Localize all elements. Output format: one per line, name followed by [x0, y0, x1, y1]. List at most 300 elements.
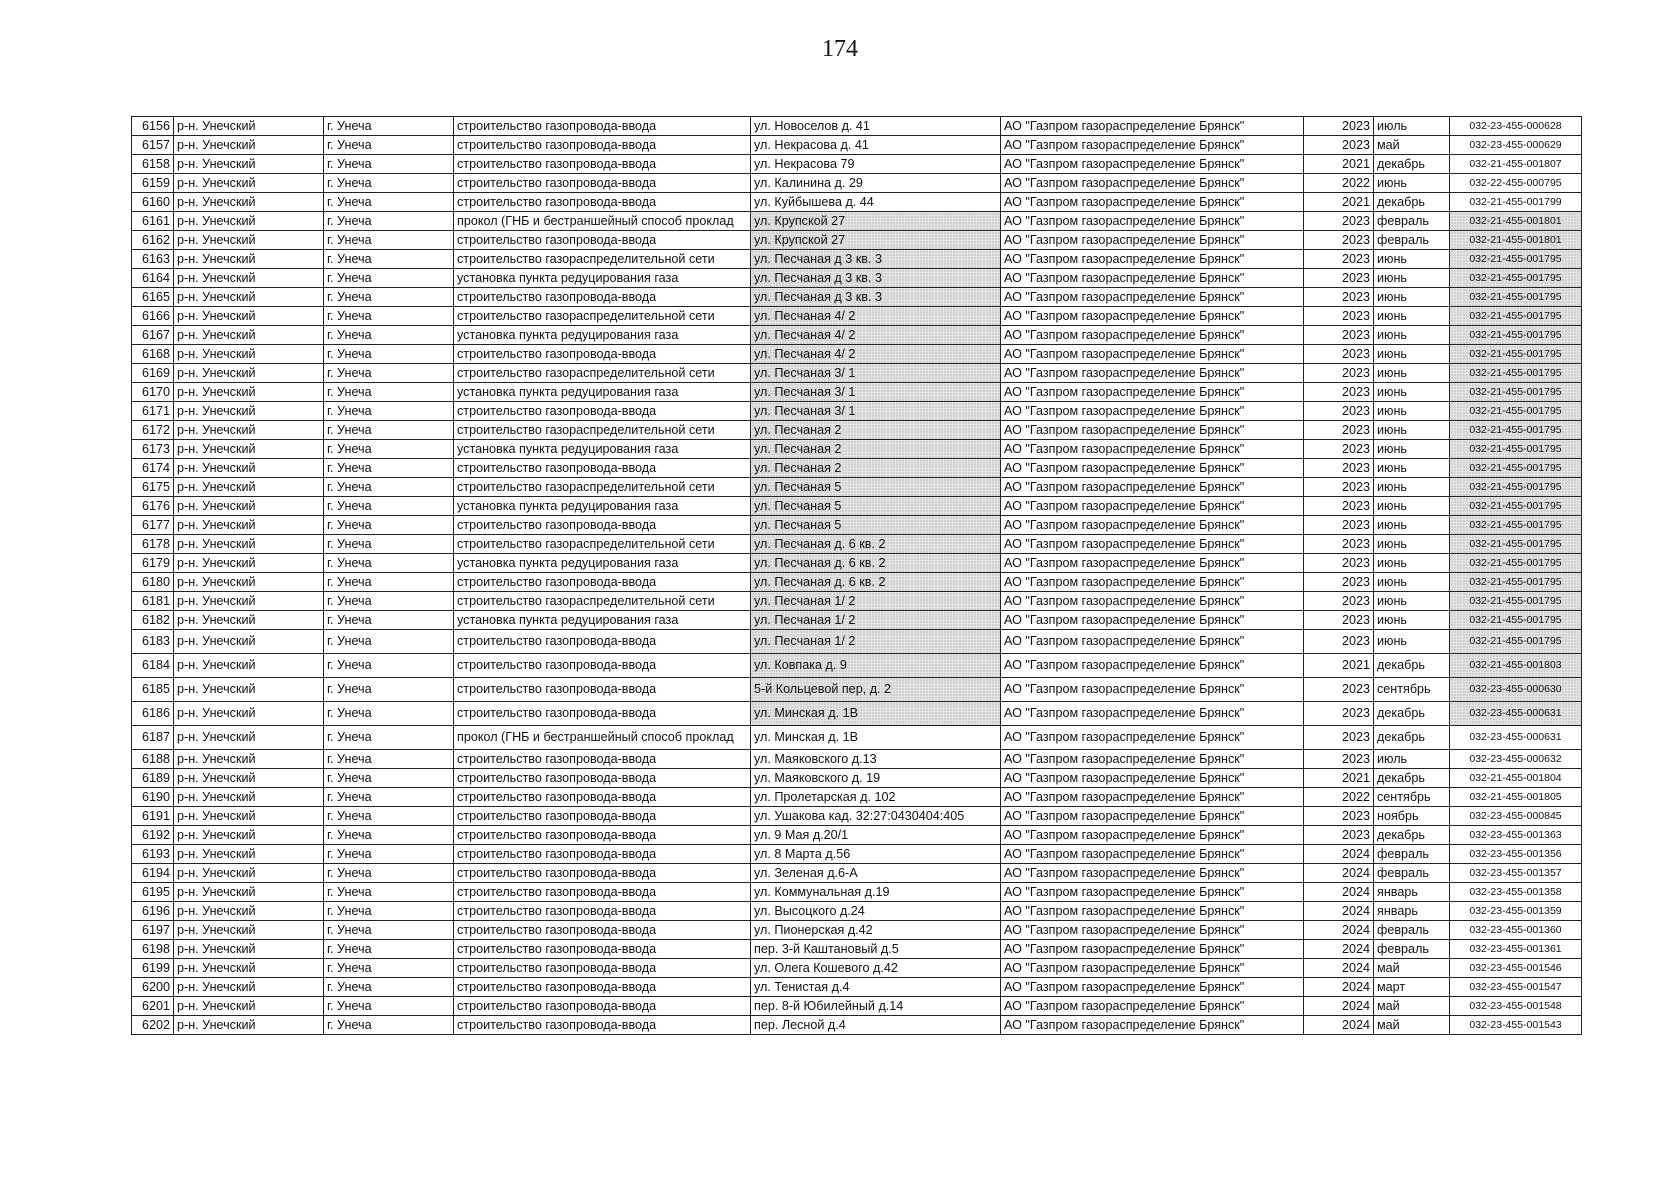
cell-district: р-н. Унечский: [174, 345, 324, 364]
cell-row-number: 6165: [132, 288, 174, 307]
cell-row-number: 6187: [132, 726, 174, 750]
cell-address: ул. Песчаная 5: [751, 478, 1001, 497]
cell-city: г. Унеча: [324, 345, 454, 364]
cell-code: 032-21-455-001795: [1450, 573, 1582, 592]
cell-work-type: строительство газопровода-ввода: [454, 788, 751, 807]
cell-district: р-н. Унечский: [174, 383, 324, 402]
cell-city: г. Унеча: [324, 478, 454, 497]
cell-row-number: 6183: [132, 630, 174, 654]
cell-code: 032-23-455-000628: [1450, 117, 1582, 136]
cell-district: р-н. Унечский: [174, 212, 324, 231]
cell-code: 032-21-455-001801: [1450, 231, 1582, 250]
cell-row-number: 6167: [132, 326, 174, 345]
cell-month: февраль: [1374, 864, 1450, 883]
cell-address: ул. Маяковского д. 19: [751, 769, 1001, 788]
cell-district: р-н. Унечский: [174, 750, 324, 769]
cell-row-number: 6162: [132, 231, 174, 250]
cell-row-number: 6190: [132, 788, 174, 807]
cell-code: 032-21-455-001795: [1450, 535, 1582, 554]
page-number: 174: [822, 36, 858, 62]
cell-district: р-н. Унечский: [174, 959, 324, 978]
cell-month: июнь: [1374, 459, 1450, 478]
cell-code: 032-23-455-001546: [1450, 959, 1582, 978]
cell-organization: АО "Газпром газораспределение Брянск": [1001, 959, 1304, 978]
cell-address: ул. 8 Марта д.56: [751, 845, 1001, 864]
cell-work-type: строительство газопровода-ввода: [454, 654, 751, 678]
cell-city: г. Унеча: [324, 978, 454, 997]
cell-year: 2023: [1304, 231, 1374, 250]
cell-district: р-н. Унечский: [174, 516, 324, 535]
cell-address: ул. Песчаная д 3 кв. 3: [751, 269, 1001, 288]
cell-work-type: строительство газопровода-ввода: [454, 750, 751, 769]
cell-district: р-н. Унечский: [174, 440, 324, 459]
cell-code: 032-21-455-001795: [1450, 364, 1582, 383]
cell-city: г. Унеча: [324, 864, 454, 883]
cell-address: ул. Маяковского д.13: [751, 750, 1001, 769]
cell-month: июнь: [1374, 269, 1450, 288]
cell-year: 2021: [1304, 155, 1374, 174]
cell-work-type: строительство газораспределительной сети: [454, 307, 751, 326]
cell-work-type: строительство газораспределительной сети: [454, 535, 751, 554]
cell-district: р-н. Унечский: [174, 845, 324, 864]
cell-code: 032-21-455-001795: [1450, 630, 1582, 654]
cell-year: 2023: [1304, 326, 1374, 345]
cell-work-type: строительство газопровода-ввода: [454, 902, 751, 921]
cell-code: 032-21-455-001795: [1450, 421, 1582, 440]
cell-district: р-н. Унечский: [174, 883, 324, 902]
cell-year: 2022: [1304, 788, 1374, 807]
cell-address: ул. Высоцкого д.24: [751, 902, 1001, 921]
cell-address: ул. Песчаная 1/ 2: [751, 611, 1001, 630]
table-row: [132, 383, 1582, 402]
cell-address: ул. Песчаная д. 6 кв. 2: [751, 573, 1001, 592]
cell-row-number: 6198: [132, 940, 174, 959]
cell-month: март: [1374, 978, 1450, 997]
cell-row-number: 6172: [132, 421, 174, 440]
table-row: [132, 902, 1582, 921]
cell-work-type: строительство газопровода-ввода: [454, 826, 751, 845]
cell-work-type: строительство газопровода-ввода: [454, 174, 751, 193]
table-row: [132, 826, 1582, 845]
cell-month: июнь: [1374, 250, 1450, 269]
cell-district: р-н. Унечский: [174, 678, 324, 702]
cell-month: июнь: [1374, 440, 1450, 459]
cell-code: 032-21-455-001795: [1450, 307, 1582, 326]
cell-organization: АО "Газпром газораспределение Брянск": [1001, 654, 1304, 678]
cell-address: ул. Новоселов д. 41: [751, 117, 1001, 136]
table-row: [132, 726, 1582, 750]
cell-work-type: установка пункта редуцирования газа: [454, 383, 751, 402]
cell-work-type: установка пункта редуцирования газа: [454, 611, 751, 630]
cell-row-number: 6201: [132, 997, 174, 1016]
cell-district: р-н. Унечский: [174, 573, 324, 592]
cell-row-number: 6157: [132, 136, 174, 155]
cell-row-number: 6158: [132, 155, 174, 174]
cell-month: декабрь: [1374, 769, 1450, 788]
cell-month: июнь: [1374, 364, 1450, 383]
cell-city: г. Унеча: [324, 845, 454, 864]
cell-code: 032-23-455-001357: [1450, 864, 1582, 883]
cell-work-type: строительство газопровода-ввода: [454, 630, 751, 654]
cell-organization: АО "Газпром газораспределение Брянск": [1001, 807, 1304, 826]
cell-district: р-н. Унечский: [174, 421, 324, 440]
cell-work-type: строительство газораспределительной сети: [454, 421, 751, 440]
cell-address: ул. Ковпака д. 9: [751, 654, 1001, 678]
cell-year: 2021: [1304, 193, 1374, 212]
cell-month: сентябрь: [1374, 788, 1450, 807]
cell-work-type: строительство газопровода-ввода: [454, 997, 751, 1016]
cell-row-number: 6199: [132, 959, 174, 978]
cell-row-number: 6175: [132, 478, 174, 497]
cell-work-type: строительство газопровода-ввода: [454, 573, 751, 592]
cell-month: февраль: [1374, 212, 1450, 231]
cell-row-number: 6170: [132, 383, 174, 402]
cell-row-number: 6164: [132, 269, 174, 288]
cell-work-type: строительство газопровода-ввода: [454, 702, 751, 726]
cell-city: г. Унеча: [324, 788, 454, 807]
cell-organization: АО "Газпром газораспределение Брянск": [1001, 573, 1304, 592]
cell-year: 2023: [1304, 421, 1374, 440]
table-row: [132, 402, 1582, 421]
cell-city: г. Унеча: [324, 497, 454, 516]
cell-work-type: строительство газопровода-ввода: [454, 864, 751, 883]
cell-city: г. Унеча: [324, 174, 454, 193]
cell-organization: АО "Газпром газораспределение Брянск": [1001, 478, 1304, 497]
cell-organization: АО "Газпром газораспределение Брянск": [1001, 826, 1304, 845]
cell-city: г. Унеча: [324, 193, 454, 212]
cell-address: пер. Лесной д.4: [751, 1016, 1001, 1035]
cell-year: 2024: [1304, 883, 1374, 902]
cell-work-type: прокол (ГНБ и бестраншейный способ проклад: [454, 726, 751, 750]
cell-organization: АО "Газпром газораспределение Брянск": [1001, 788, 1304, 807]
table-row: [132, 750, 1582, 769]
cell-organization: АО "Газпром газораспределение Брянск": [1001, 117, 1304, 136]
cell-organization: АО "Газпром газораспределение Брянск": [1001, 845, 1304, 864]
cell-organization: АО "Газпром газораспределение Брянск": [1001, 212, 1304, 231]
cell-district: р-н. Унечский: [174, 497, 324, 516]
cell-year: 2023: [1304, 554, 1374, 573]
cell-city: г. Унеча: [324, 459, 454, 478]
cell-organization: АО "Газпром газораспределение Брянск": [1001, 345, 1304, 364]
cell-row-number: 6169: [132, 364, 174, 383]
cell-address: ул. Песчаная 3/ 1: [751, 383, 1001, 402]
cell-year: 2023: [1304, 269, 1374, 288]
cell-city: г. Унеча: [324, 1016, 454, 1035]
cell-month: февраль: [1374, 845, 1450, 864]
cell-address: ул. Песчаная 2: [751, 459, 1001, 478]
cell-code: 032-21-455-001795: [1450, 459, 1582, 478]
cell-code: 032-21-455-001795: [1450, 402, 1582, 421]
cell-year: 2023: [1304, 212, 1374, 231]
cell-district: р-н. Унечский: [174, 902, 324, 921]
cell-address: ул. Крупской 27: [751, 231, 1001, 250]
cell-code: 032-23-455-000631: [1450, 702, 1582, 726]
cell-work-type: строительство газопровода-ввода: [454, 1016, 751, 1035]
cell-year: 2022: [1304, 174, 1374, 193]
cell-row-number: 6166: [132, 307, 174, 326]
cell-address: ул. Песчаная д. 6 кв. 2: [751, 535, 1001, 554]
cell-row-number: 6195: [132, 883, 174, 902]
cell-month: июнь: [1374, 535, 1450, 554]
table-row: [132, 1016, 1582, 1035]
cell-year: 2023: [1304, 535, 1374, 554]
cell-organization: АО "Газпром газораспределение Брянск": [1001, 364, 1304, 383]
cell-city: г. Унеча: [324, 592, 454, 611]
cell-month: сентябрь: [1374, 678, 1450, 702]
cell-work-type: установка пункта редуцирования газа: [454, 497, 751, 516]
cell-work-type: строительство газопровода-ввода: [454, 883, 751, 902]
cell-work-type: строительство газопровода-ввода: [454, 959, 751, 978]
cell-city: г. Унеча: [324, 307, 454, 326]
cell-month: июнь: [1374, 421, 1450, 440]
cell-month: январь: [1374, 883, 1450, 902]
cell-year: 2023: [1304, 516, 1374, 535]
cell-city: г. Унеча: [324, 807, 454, 826]
cell-row-number: 6186: [132, 702, 174, 726]
cell-code: 032-23-455-001548: [1450, 997, 1582, 1016]
cell-city: г. Унеча: [324, 364, 454, 383]
cell-year: 2023: [1304, 288, 1374, 307]
cell-year: 2023: [1304, 678, 1374, 702]
cell-row-number: 6174: [132, 459, 174, 478]
cell-address: ул. Тенистая д.4: [751, 978, 1001, 997]
cell-row-number: 6181: [132, 592, 174, 611]
cell-code: 032-23-455-000629: [1450, 136, 1582, 155]
cell-district: р-н. Унечский: [174, 231, 324, 250]
cell-work-type: строительство газопровода-ввода: [454, 769, 751, 788]
cell-work-type: установка пункта редуцирования газа: [454, 326, 751, 345]
cell-month: июнь: [1374, 478, 1450, 497]
cell-row-number: 6177: [132, 516, 174, 535]
cell-district: р-н. Унечский: [174, 554, 324, 573]
cell-code: 032-21-455-001795: [1450, 326, 1582, 345]
cell-organization: АО "Газпром газораспределение Брянск": [1001, 174, 1304, 193]
cell-district: р-н. Унечский: [174, 193, 324, 212]
cell-row-number: 6196: [132, 902, 174, 921]
cell-district: р-н. Унечский: [174, 630, 324, 654]
cell-organization: АО "Газпром газораспределение Брянск": [1001, 997, 1304, 1016]
cell-year: 2024: [1304, 997, 1374, 1016]
cell-address: пер. 8-й Юбилейный д.14: [751, 997, 1001, 1016]
cell-year: 2023: [1304, 459, 1374, 478]
cell-work-type: строительство газопровода-ввода: [454, 117, 751, 136]
cell-year: 2023: [1304, 383, 1374, 402]
cell-city: г. Унеча: [324, 326, 454, 345]
cell-work-type: строительство газопровода-ввода: [454, 940, 751, 959]
cell-row-number: 6179: [132, 554, 174, 573]
cell-district: р-н. Унечский: [174, 1016, 324, 1035]
cell-address: ул. Песчаная 2: [751, 440, 1001, 459]
cell-code: 032-21-455-001795: [1450, 383, 1582, 402]
cell-year: 2023: [1304, 592, 1374, 611]
table-row: [132, 364, 1582, 383]
cell-row-number: 6182: [132, 611, 174, 630]
cell-city: г. Унеча: [324, 421, 454, 440]
cell-code: 032-23-455-000631: [1450, 726, 1582, 750]
table-row: [132, 554, 1582, 573]
cell-month: декабрь: [1374, 726, 1450, 750]
cell-address: ул. Песчаная 4/ 2: [751, 326, 1001, 345]
cell-address: 5-й Кольцевой пер, д. 2: [751, 678, 1001, 702]
cell-district: р-н. Унечский: [174, 997, 324, 1016]
cell-district: р-н. Унечский: [174, 174, 324, 193]
cell-year: 2023: [1304, 826, 1374, 845]
cell-address: ул. Песчаная 4/ 2: [751, 345, 1001, 364]
cell-month: июнь: [1374, 326, 1450, 345]
cell-organization: АО "Газпром газораспределение Брянск": [1001, 421, 1304, 440]
cell-address: ул. Песчаная 3/ 1: [751, 364, 1001, 383]
cell-row-number: 6185: [132, 678, 174, 702]
table-row: [132, 630, 1582, 654]
cell-district: р-н. Унечский: [174, 826, 324, 845]
cell-code: 032-21-455-001803: [1450, 654, 1582, 678]
cell-organization: АО "Газпром газораспределение Брянск": [1001, 269, 1304, 288]
cell-organization: АО "Газпром газораспределение Брянск": [1001, 440, 1304, 459]
cell-city: г. Унеча: [324, 269, 454, 288]
cell-month: февраль: [1374, 940, 1450, 959]
table-row: [132, 864, 1582, 883]
cell-row-number: 6173: [132, 440, 174, 459]
cell-organization: АО "Газпром газораспределение Брянск": [1001, 231, 1304, 250]
cell-year: 2023: [1304, 307, 1374, 326]
cell-year: 2024: [1304, 959, 1374, 978]
cell-address: ул. Зеленая д.6-А: [751, 864, 1001, 883]
cell-district: р-н. Унечский: [174, 269, 324, 288]
cell-organization: АО "Газпром газораспределение Брянск": [1001, 864, 1304, 883]
cell-month: июнь: [1374, 345, 1450, 364]
cell-address: пер. 3-й Каштановый д.5: [751, 940, 1001, 959]
cell-work-type: установка пункта редуцирования газа: [454, 440, 751, 459]
cell-month: декабрь: [1374, 654, 1450, 678]
cell-address: ул. Песчаная 1/ 2: [751, 630, 1001, 654]
cell-month: февраль: [1374, 921, 1450, 940]
cell-year: 2023: [1304, 497, 1374, 516]
cell-organization: АО "Газпром газораспределение Брянск": [1001, 630, 1304, 654]
cell-district: р-н. Унечский: [174, 788, 324, 807]
cell-row-number: 6193: [132, 845, 174, 864]
cell-row-number: 6163: [132, 250, 174, 269]
cell-city: г. Унеча: [324, 630, 454, 654]
cell-month: май: [1374, 136, 1450, 155]
table-row: [132, 231, 1582, 250]
gasification-register-table: [131, 116, 1582, 1035]
cell-address: ул. Минская д. 1В: [751, 726, 1001, 750]
table-row: [132, 807, 1582, 826]
cell-work-type: строительство газопровода-ввода: [454, 678, 751, 702]
cell-city: г. Унеча: [324, 726, 454, 750]
cell-code: 032-21-455-001795: [1450, 288, 1582, 307]
cell-address: ул. Некрасова 79: [751, 155, 1001, 174]
cell-code: 032-21-455-001795: [1450, 611, 1582, 630]
cell-work-type: строительство газопровода-ввода: [454, 402, 751, 421]
cell-city: г. Унеча: [324, 516, 454, 535]
cell-year: 2023: [1304, 136, 1374, 155]
cell-code: 032-21-455-001799: [1450, 193, 1582, 212]
cell-work-type: строительство газораспределительной сети: [454, 478, 751, 497]
cell-organization: АО "Газпром газораспределение Брянск": [1001, 769, 1304, 788]
cell-code: 032-21-455-001795: [1450, 478, 1582, 497]
cell-year: 2024: [1304, 921, 1374, 940]
table-row: [132, 592, 1582, 611]
cell-row-number: 6160: [132, 193, 174, 212]
cell-city: г. Унеча: [324, 288, 454, 307]
cell-district: р-н. Унечский: [174, 155, 324, 174]
cell-work-type: строительство газопровода-ввода: [454, 807, 751, 826]
cell-organization: АО "Газпром газораспределение Брянск": [1001, 535, 1304, 554]
cell-month: декабрь: [1374, 193, 1450, 212]
cell-organization: АО "Газпром газораспределение Брянск": [1001, 516, 1304, 535]
cell-organization: АО "Газпром газораспределение Брянск": [1001, 497, 1304, 516]
cell-year: 2023: [1304, 478, 1374, 497]
cell-work-type: строительство газопровода-ввода: [454, 155, 751, 174]
table-row: [132, 155, 1582, 174]
cell-code: 032-21-455-001805: [1450, 788, 1582, 807]
cell-organization: АО "Газпром газораспределение Брянск": [1001, 402, 1304, 421]
cell-row-number: 6159: [132, 174, 174, 193]
cell-month: июнь: [1374, 402, 1450, 421]
cell-month: июнь: [1374, 516, 1450, 535]
cell-address: ул. Песчаная д. 6 кв. 2: [751, 554, 1001, 573]
cell-address: ул. Песчаная 5: [751, 497, 1001, 516]
cell-year: 2024: [1304, 902, 1374, 921]
cell-code: 032-23-455-001359: [1450, 902, 1582, 921]
cell-month: июнь: [1374, 630, 1450, 654]
cell-row-number: 6184: [132, 654, 174, 678]
cell-month: июнь: [1374, 497, 1450, 516]
cell-year: 2024: [1304, 1016, 1374, 1035]
cell-city: г. Унеча: [324, 212, 454, 231]
cell-organization: АО "Газпром газораспределение Брянск": [1001, 250, 1304, 269]
cell-code: 032-21-455-001801: [1450, 212, 1582, 231]
cell-district: р-н. Унечский: [174, 459, 324, 478]
cell-code: 032-21-455-001795: [1450, 554, 1582, 573]
table-row: [132, 174, 1582, 193]
cell-row-number: 6197: [132, 921, 174, 940]
table-row: [132, 421, 1582, 440]
cell-month: май: [1374, 1016, 1450, 1035]
cell-month: июнь: [1374, 573, 1450, 592]
cell-city: г. Унеча: [324, 702, 454, 726]
cell-city: г. Унеча: [324, 535, 454, 554]
cell-address: ул. Песчаная д 3 кв. 3: [751, 288, 1001, 307]
cell-row-number: 6192: [132, 826, 174, 845]
cell-row-number: 6180: [132, 573, 174, 592]
cell-year: 2023: [1304, 750, 1374, 769]
table-row: [132, 535, 1582, 554]
cell-code: 032-21-455-001795: [1450, 250, 1582, 269]
cell-month: июнь: [1374, 383, 1450, 402]
cell-district: р-н. Унечский: [174, 769, 324, 788]
table-row: [132, 921, 1582, 940]
cell-organization: АО "Газпром газораспределение Брянск": [1001, 978, 1304, 997]
cell-year: 2023: [1304, 402, 1374, 421]
cell-district: р-н. Унечский: [174, 940, 324, 959]
table-row: [132, 307, 1582, 326]
cell-address: ул. Минская д. 1В: [751, 702, 1001, 726]
cell-work-type: строительство газопровода-ввода: [454, 978, 751, 997]
cell-year: 2023: [1304, 345, 1374, 364]
cell-organization: АО "Газпром газораспределение Брянск": [1001, 1016, 1304, 1035]
table-row: [132, 573, 1582, 592]
cell-code: 032-23-455-000630: [1450, 678, 1582, 702]
cell-organization: АО "Газпром газораспределение Брянск": [1001, 307, 1304, 326]
cell-address: ул. Песчаная 4/ 2: [751, 307, 1001, 326]
cell-city: г. Унеча: [324, 883, 454, 902]
cell-district: р-н. Унечский: [174, 535, 324, 554]
table-row: [132, 117, 1582, 136]
cell-address: ул. Ушакова кад. 32:27:0430404:405: [751, 807, 1001, 826]
table-row: [132, 788, 1582, 807]
